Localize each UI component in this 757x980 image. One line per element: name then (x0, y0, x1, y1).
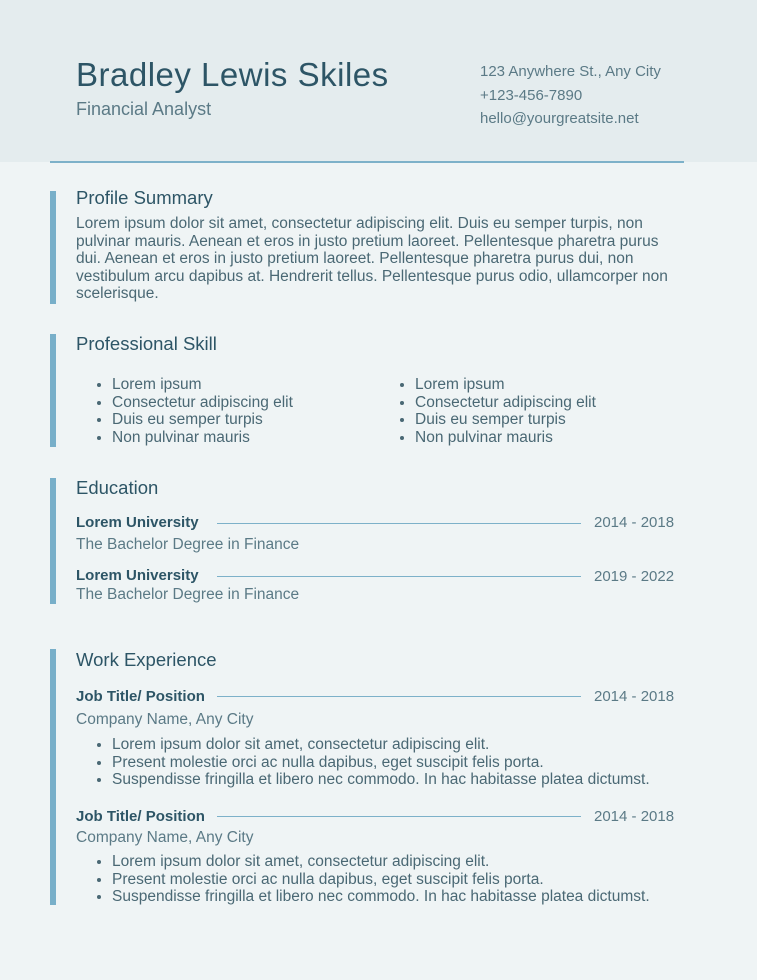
job-duties (76, 853, 752, 906)
education-school: Lorem University (76, 514, 199, 531)
candidate-name: Bradley Lewis Skiles (76, 56, 389, 93)
skills-list-right (379, 376, 596, 446)
education-title: Education (76, 477, 159, 498)
skill-item: • Non pulvinar mauris (415, 429, 596, 447)
job-duties (76, 736, 752, 789)
profile-title: Profile Summary (76, 187, 213, 208)
skill-item: • Consectetur adipiscing elit (112, 394, 293, 412)
duty-item: • Lorem ipsum dolor sit amet, consectetur adipiscing elit. (112, 736, 752, 754)
job-company: Company Name, Any City (76, 829, 254, 846)
profile-text: Lorem ipsum dolor sit amet, consectetur adipiscing elit. Duis eu semper turpis, non pulvinar mauris. Aenean et eros in justo pretium laoreet. Pellentesque pharetra purus dui. Aenean et eros in justo pretium laoreet. Pellentesque pharetra purus dui, non vestibulum arcu dapibus at. Hendrerit tellus. Pellentesque purus odio, ullamcorper non scelerisque. (76, 215, 668, 303)
duty-item: • Lorem ipsum dolor sit amet, consectetur adipiscing elit. (112, 853, 752, 871)
candidate-role: Financial Analyst (76, 99, 212, 119)
education-degree: The Bachelor Degree in Finance (76, 536, 300, 553)
skill-item: • Duis eu semper turpis (112, 411, 293, 429)
profile-accent-bar (50, 191, 56, 304)
contact-phone: +123-456-7890 (480, 86, 583, 104)
job-dates: 2014 - 2018 (594, 808, 675, 825)
education-dates: 2014 - 2018 (594, 514, 675, 531)
job-rule (217, 816, 581, 817)
skill-item: • Consectetur adipiscing elit (415, 394, 596, 412)
education-school: Lorem University (76, 567, 199, 584)
skill-item: • Lorem ipsum (415, 376, 596, 394)
work-accent-bar (50, 649, 56, 905)
education-dates: 2019 - 2022 (594, 568, 675, 585)
skills-title: Professional Skill (76, 333, 217, 354)
job-position: Job Title/ Position (76, 688, 205, 705)
skill-item: • Lorem ipsum (112, 376, 293, 394)
contact-block (480, 60, 661, 131)
skills-list-left (76, 376, 293, 446)
skills-accent-bar (50, 334, 56, 447)
contact-email: hello@yourgreatsite.net (480, 110, 639, 127)
job-rule (217, 696, 581, 697)
duty-item: • Present molestie orci ac nulla dapibus, eget suscipit felis porta. (112, 871, 752, 889)
education-rule (217, 523, 581, 524)
job-company: Company Name, Any City (76, 711, 254, 728)
work-title: Work Experience (76, 649, 217, 670)
contact-address: 123 Anywhere St., Any City (480, 63, 661, 80)
job-dates: 2014 - 2018 (594, 688, 675, 705)
job-position: Job Title/ Position (76, 808, 205, 825)
duty-item: • Suspendisse fringilla et libero nec commodo. In hac habitasse platea dictumst. (112, 888, 752, 906)
duty-item: • Present molestie orci ac nulla dapibus, eget suscipit felis porta. (112, 754, 752, 772)
education-rule (217, 576, 581, 577)
education-accent-bar (50, 478, 56, 604)
skill-item: • Duis eu semper turpis (415, 411, 596, 429)
skill-item: • Non pulvinar mauris (112, 429, 293, 447)
education-degree: The Bachelor Degree in Finance (76, 586, 300, 603)
duty-item: • Suspendisse fringilla et libero nec commodo. In hac habitasse platea dictumst. (112, 771, 752, 789)
header-band (0, 0, 757, 162)
header-divider (50, 161, 684, 163)
